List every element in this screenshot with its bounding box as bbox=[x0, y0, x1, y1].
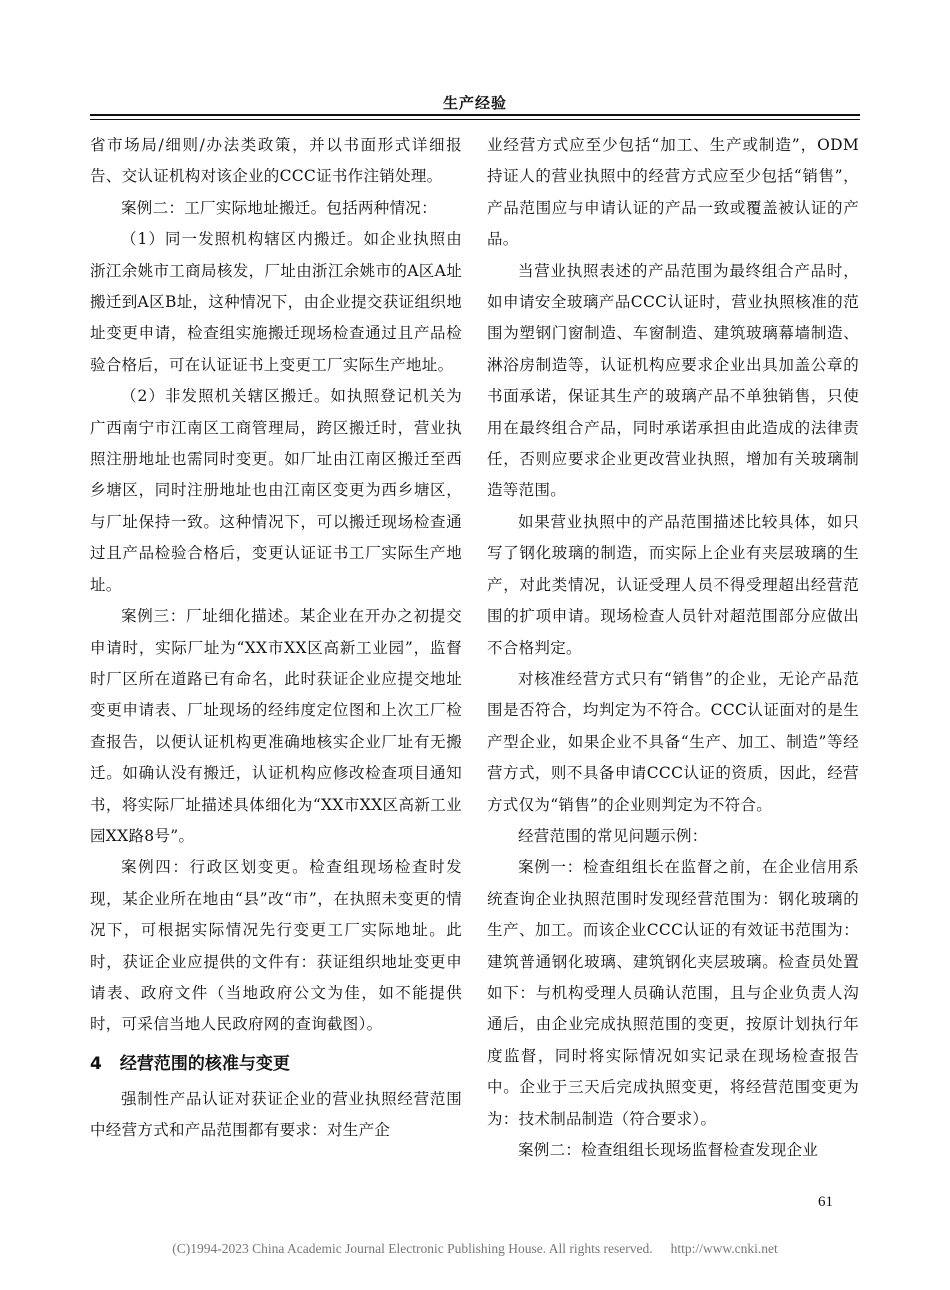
page-number: 61 bbox=[818, 1194, 833, 1210]
paragraph: 强制性产品认证对获证企业的营业执照经营范围中经营方式和产品范围都有要求：对生产企 bbox=[90, 1089, 462, 1140]
header-rule-thin bbox=[90, 119, 860, 120]
paragraph: 经营范围的常见问题示例： bbox=[518, 826, 708, 845]
section-heading bbox=[90, 1049, 462, 1080]
right-column bbox=[487, 130, 859, 1166]
header-rule-thick bbox=[90, 114, 860, 116]
paragraph: 对核准经营方式只有“销售”的企业，无论产品范围是否符合，均判定为不符合。CCC认证面对的是生产型企业，如果企业不具备“生产、加工、制造”等经营方式，则不具备申请CCC认证的资质，因此，经营方式仅为“销售”的企业则判定为不符合。 bbox=[487, 669, 859, 814]
paragraph: 省市场局/细则/办法类政策，并以书面形式详细报告、交认证机构对该企业的CCC证书作注销处理。 bbox=[90, 136, 462, 186]
copyright-text: (C)1994-2023 China Academic Journal Electronic Publishing House. All rights reserved. bbox=[172, 1241, 653, 1256]
paragraph: 案例三：厂址细化描述。某企业在开办之初提交申请时，实际厂址为“XX市XX区高新工业园”，监督时厂区所在道路已有命名，此时获证企业应提交地址变更申请表、厂址现场的经纬度定位图和上次工厂检查报告，以便认证机构更准确地核实企业厂址有无搬迁。如确认没有搬迁，认证机构应修改检查项目通知书，将实际厂址描述具体细化为“XX市XX区高新工业园XX路8号”。 bbox=[90, 607, 462, 845]
paragraph: 当营业执照表述的产品范围为最终组合产品时，如申请安全玻璃产品CCC认证时，营业执照核准的范围为塑钢门窗制造、车窗制造、建筑玻璃幕墙制造、淋浴房制造等，认证机构应要求企业出具加盖公章的书面承诺，保证其生产的玻璃产品不单独销售，只使用在最终组合产品，同时承诺承担由此造成的法律责任，否则应要求企业更改营业执照，增加有关玻璃制造等范围。 bbox=[487, 261, 859, 500]
paragraph: 案例四：行政区划变更。检查组现场检查时发现，某企业所在地由“县”改“市”，在执照未变更的情况下，可根据实际情况先行变更工厂实际地址。此时，获证企业应提供的文件有：获证组织地址变更申请表、政府文件（当地政府公文为佳，如不能提供时，可采信当地人民政府网的查询截图）。 bbox=[90, 858, 462, 1034]
footer-url[interactable]: http://www.cnki.net bbox=[670, 1241, 778, 1256]
left-column bbox=[90, 130, 462, 1147]
running-header: 生产经验 bbox=[442, 94, 507, 112]
paragraph: 业经营方式应至少包括“加工、生产或制造”，ODM持证人的营业执照中的经营方式应至少包括“销售”，产品范围应与申请认证的产品一致或覆盖被认证的产品。 bbox=[487, 136, 859, 249]
paragraph: （1）同一发照机构辖区内搬迁。如企业执照由浙江余姚市工商局核发，厂址由浙江余姚市的A区A址搬迁到A区B址，这种情况下，由企业提交获证组织地址变更申请，检查组实施搬迁现场检查通过且产品检验合格后，可在认证证书上变更工厂实际生产地址。 bbox=[90, 230, 462, 374]
section-number: 4 bbox=[90, 1053, 102, 1074]
paragraph: 案例二：检查组组长现场监督检查发现企业 bbox=[518, 1141, 819, 1159]
paragraph: （2）非发照机关辖区搬迁。如执照登记机关为广西南宁市江南区工商管理局，跨区搬迁时，营业执照注册地址也需同时变更。如厂址由江南区搬迁至西乡塘区，同时注册地址也由江南区变更为西乡塘区，与厂址保持一致。这种情况下，可以搬迁现场检查通过且产品检验合格后，变更认证证书工厂实际生产地址。 bbox=[90, 387, 462, 594]
paragraph: 案例二：工厂实际地址搬迁。包括两种情况： bbox=[121, 198, 438, 217]
paragraph: 案例一：检查组组长在监督之前，在企业信用系统查询企业执照范围时发现经营范围为：钢化玻璃的生产、加工。而该企业CCC认证的有效证书范围为：建筑普通钢化玻璃、建筑钢化夹层玻璃。检查员处置如下：与机构受理人员确认范围，且与企业负责人沟通后，由企业完成执照范围的变更，按原计划执行年度监督，同时将实际情况如实记录在现场检查报告中。企业于三天后完成执照变更，将经营范围变更为为：技术制品制造（符合要求）。 bbox=[487, 858, 859, 1128]
copyright-footer bbox=[0, 1241, 950, 1257]
section-title: 经营范围的核准与变更 bbox=[119, 1053, 290, 1074]
paragraph: 如果营业执照中的产品范围描述比较具体，如只写了钢化玻璃的制造，而实际上企业有夹层玻璃的生产，对此类情况，认证受理人员不得受理超出经营范围的扩项申请。现场检查人员针对超范围部分应做出不合格判定。 bbox=[487, 512, 859, 657]
